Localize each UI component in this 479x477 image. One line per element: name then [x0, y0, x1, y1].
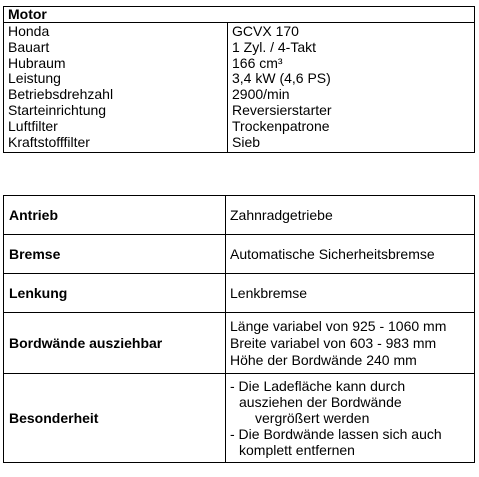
- motor-value-starteinrichtung: Reversierstarter: [232, 101, 332, 118]
- motor-value-luftfilter: Trockenpatrone: [232, 117, 330, 134]
- bordwaende-value: [226, 313, 475, 374]
- table-row-antrieb: [4, 196, 475, 235]
- bremse-label: Bremse: [4, 235, 226, 274]
- motor-header: Motor: [4, 7, 475, 23]
- motor-values-cell: [228, 23, 475, 153]
- besonderheit-bullet1-line3: vergrößert werden: [255, 410, 370, 426]
- motor-label-luftfilter: Luftfilter: [8, 117, 58, 134]
- motor-label-starteinrichtung: Starteinrichtung: [8, 101, 107, 118]
- motor-value-leistung: 3,4 kW (4,6 PS): [232, 70, 331, 87]
- motor-value-kraftstofffilter: Sieb: [232, 133, 261, 150]
- besonderheit-label: Besonderheit: [4, 374, 226, 463]
- bordwaende-laenge: Länge variabel von 925 - 1060 mm: [230, 317, 447, 334]
- motor-label-leistung: Leistung: [8, 70, 61, 87]
- motor-label-bauart: Bauart: [8, 38, 50, 55]
- bordwaende-breite: Breite variabel von 603 - 983 mm: [230, 334, 437, 351]
- table-row-bremse: [4, 235, 475, 274]
- motor-value-betriebsdrehzahl: 2900/min: [232, 86, 290, 103]
- lenkung-label: Lenkung: [4, 274, 226, 313]
- motor-value-bauart: 1 Zyl. / 4-Takt: [232, 38, 317, 55]
- motor-label-betriebsdrehzahl: Betriebsdrehzahl: [8, 86, 114, 103]
- table-row-bordwaende: [4, 313, 475, 374]
- motor-value-honda: GCVX 170: [232, 23, 299, 39]
- besonderheit-bullet1-line1: - Die Ladefläche kann durch: [230, 378, 406, 394]
- antrieb-label: Antrieb: [4, 196, 226, 235]
- bordwaende-label: Bordwände ausziehbar: [4, 313, 226, 374]
- besonderheit-bullet1-line2: ausziehen der Bordwände: [239, 394, 402, 410]
- motor-header-row: [4, 7, 475, 23]
- antrieb-value: Zahnradgetriebe: [226, 196, 475, 235]
- motor-spec-table: [3, 6, 475, 153]
- table-row-besonderheit: [4, 374, 475, 463]
- motor-label-honda: Honda: [8, 23, 50, 39]
- motor-label-kraftstofffilter: Kraftstofffilter: [8, 133, 90, 150]
- motor-value-hubraum: 166 cm³: [232, 54, 283, 71]
- motor-labels-cell: [4, 23, 228, 153]
- table-row-lenkung: [4, 274, 475, 313]
- besonderheit-bullet2-line2: komplett entfernen: [239, 442, 355, 458]
- bordwaende-hoehe: Höhe der Bordwände 240 mm: [230, 351, 417, 368]
- motor-spec-row: [4, 23, 475, 153]
- feature-table: [3, 195, 475, 463]
- besonderheit-value: [226, 374, 475, 463]
- besonderheit-bullet2-line1: - Die Bordwände lassen sich auch: [230, 426, 442, 442]
- lenkung-value: Lenkbremse: [226, 274, 475, 313]
- bremse-value: Automatische Sicherheitsbremse: [226, 235, 475, 274]
- motor-label-hubraum: Hubraum: [8, 54, 66, 71]
